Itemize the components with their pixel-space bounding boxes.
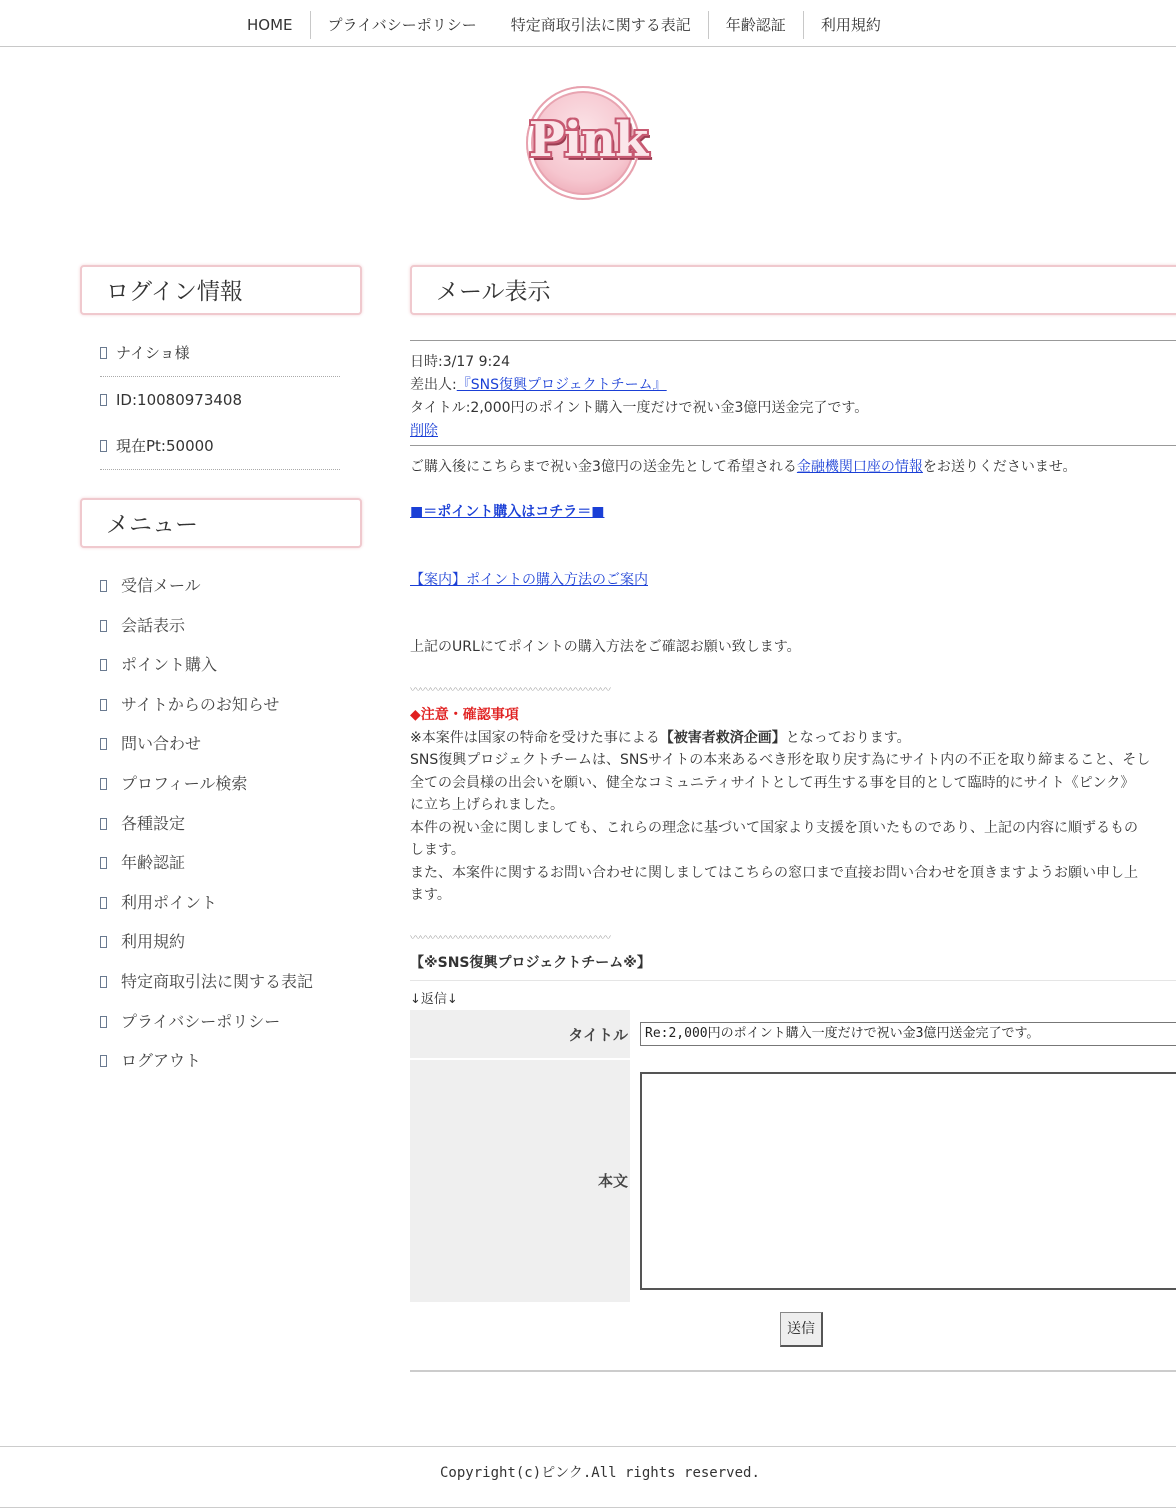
menu-item-news[interactable]: サイトからのお知らせ [100, 685, 313, 725]
buy-points-link[interactable]: ■＝ポイント購入はコチラ＝■ [410, 504, 605, 520]
nav-age-verification[interactable]: 年齢認証 [709, 11, 804, 39]
reply-title-row [410, 1010, 1176, 1058]
notice-line-6: します。 [410, 842, 465, 858]
mail-view-heading: メール表示 [410, 265, 1176, 315]
menu-item-terms[interactable]: 利用規約 [100, 922, 313, 962]
copyright: Copyright(c)ピンク.All rights reserved. [440, 1465, 760, 1481]
send-button[interactable]: 送信 [780, 1312, 823, 1347]
menu-item-conversations[interactable]: 会話表示 [100, 606, 313, 646]
site-logo[interactable] [520, 86, 656, 202]
bullet-icon [100, 936, 107, 948]
bullet-icon [100, 440, 107, 452]
login-points: 現在Pt:50000 [100, 423, 340, 470]
menu-item-logout[interactable]: ログアウト [100, 1041, 313, 1081]
mail-body-intro: ご購入後にこちらまで祝い金3億円の送金先として希望される金融機関口座の情報をお送りくださいませ。 [410, 459, 1077, 475]
wave-divider-2: 〰〰〰〰〰〰〰〰〰〰〰〰〰〰〰〰〰〰〰〰 [410, 931, 610, 944]
confirm-text: 上記のURLにてポイントの購入方法をご確認お願い致します。 [410, 639, 801, 655]
reply-body-row [410, 1060, 1176, 1302]
bullet-icon [100, 1055, 107, 1067]
mail-sender-link[interactable]: 『SNS復興プロジェクトチーム』 [456, 377, 667, 393]
notice-line-5: 本件の祝い金に関しましても、これらの理念に基づいて国家より支援を頂いたものであり、上記の内容に順ずるもの [410, 820, 1138, 836]
reply-body-textarea[interactable] [640, 1072, 1176, 1290]
login-id: ID:10080973408 [100, 377, 340, 423]
bullet-icon [100, 897, 107, 909]
notice-line-1: ※本案件は国家の特命を受けた事による【被害者救済企画】となっております。 [410, 730, 911, 746]
bullet-icon [100, 699, 107, 711]
reply-label: ↓返信↓ [410, 992, 458, 1007]
notice-heading: ◆注意・確認事項 [410, 707, 519, 723]
reply-title-input[interactable]: Re:2,000円のポイント購入一度だけで祝い金3億円送金完了です。 [640, 1022, 1176, 1046]
bullet-icon [100, 394, 107, 406]
mail-sender-row: 差出人:『SNS復興プロジェクトチーム』 [410, 377, 667, 393]
nav-home[interactable]: HOME [230, 11, 311, 39]
menu-item-buy-points[interactable]: ポイント購入 [100, 645, 313, 685]
bullet-icon [100, 1016, 107, 1028]
notice-line-2: SNS復興プロジェクトチームは、SNSサイトの本来あるべき形を取り戻す為にサイト内の不正を取り締まること、そし [410, 752, 1151, 768]
menu-item-settings[interactable]: 各種設定 [100, 804, 313, 844]
divider [410, 445, 1176, 446]
footer [0, 1446, 1176, 1508]
menu-heading: メニュー [80, 498, 362, 548]
bank-info-link[interactable]: 金融機関口座の情報 [796, 459, 923, 475]
nav-privacy-policy[interactable]: プライバシーポリシー [327, 16, 477, 34]
reply-title-label: タイトル [568, 1026, 628, 1044]
menu-item-point-usage[interactable]: 利用ポイント [100, 883, 313, 923]
mail-date: 日時:3/17 9:24 [410, 354, 511, 370]
login-info-heading: ログイン情報 [80, 265, 362, 315]
reply-body-label: 本文 [597, 1172, 628, 1190]
divider [410, 340, 1176, 341]
signature: 【※SNS復興プロジェクトチーム※】 [410, 955, 651, 971]
notice-line-8: ます。 [410, 887, 451, 903]
delete-link[interactable]: 削除 [410, 423, 438, 439]
bullet-icon [100, 778, 107, 790]
bullet-icon [100, 976, 107, 988]
side-menu [100, 566, 313, 1081]
logo-text: Pink [528, 112, 648, 168]
bullet-icon [100, 620, 107, 632]
menu-item-inbox[interactable]: 受信メール [100, 566, 313, 606]
nav-terms[interactable]: 利用規約 [820, 16, 881, 34]
nav-commercial-transactions[interactable]: 特定商取引法に関する表記 [494, 11, 709, 39]
bullet-icon [100, 347, 107, 359]
divider [410, 980, 1176, 981]
login-name: ナイショ様 [100, 330, 340, 377]
bullet-icon [100, 659, 107, 671]
mail-title: タイトル:2,000円のポイント購入一度だけで祝い金3億円送金完了です。 [410, 400, 869, 416]
notice-line-4: に立ち上げられました。 [410, 797, 564, 813]
menu-item-profile-search[interactable]: プロフィール検索 [100, 764, 313, 804]
notice-line-3: 全ての会員様の出会いを願い、健全なコミュニティサイトとして再生する事を目的として臨時的にサイト《ピンク》 [410, 775, 1135, 791]
bullet-icon [100, 738, 107, 750]
menu-item-commercial-transactions[interactable]: 特定商取引法に関する表記 [100, 962, 313, 1002]
notice-line-7: また、本案件に関するお問い合わせに関しましてはこちらの窓口まで直接お問い合わせを頂きますようお願い申し上 [410, 865, 1138, 881]
purchase-guide-link[interactable]: 【案内】ポイントの購入方法のご案内 [410, 572, 648, 588]
menu-item-age-verification[interactable]: 年齢認証 [100, 843, 313, 883]
bullet-icon [100, 818, 107, 830]
wave-divider: 〰〰〰〰〰〰〰〰〰〰〰〰〰〰〰〰〰〰〰〰 [410, 683, 610, 696]
menu-item-contact[interactable]: 問い合わせ [100, 724, 313, 764]
bullet-icon [100, 580, 107, 592]
bullet-icon [100, 857, 107, 869]
divider [410, 1370, 1176, 1372]
menu-item-privacy-policy[interactable]: プライバシーポリシー [100, 1002, 313, 1042]
top-nav [0, 0, 1176, 47]
